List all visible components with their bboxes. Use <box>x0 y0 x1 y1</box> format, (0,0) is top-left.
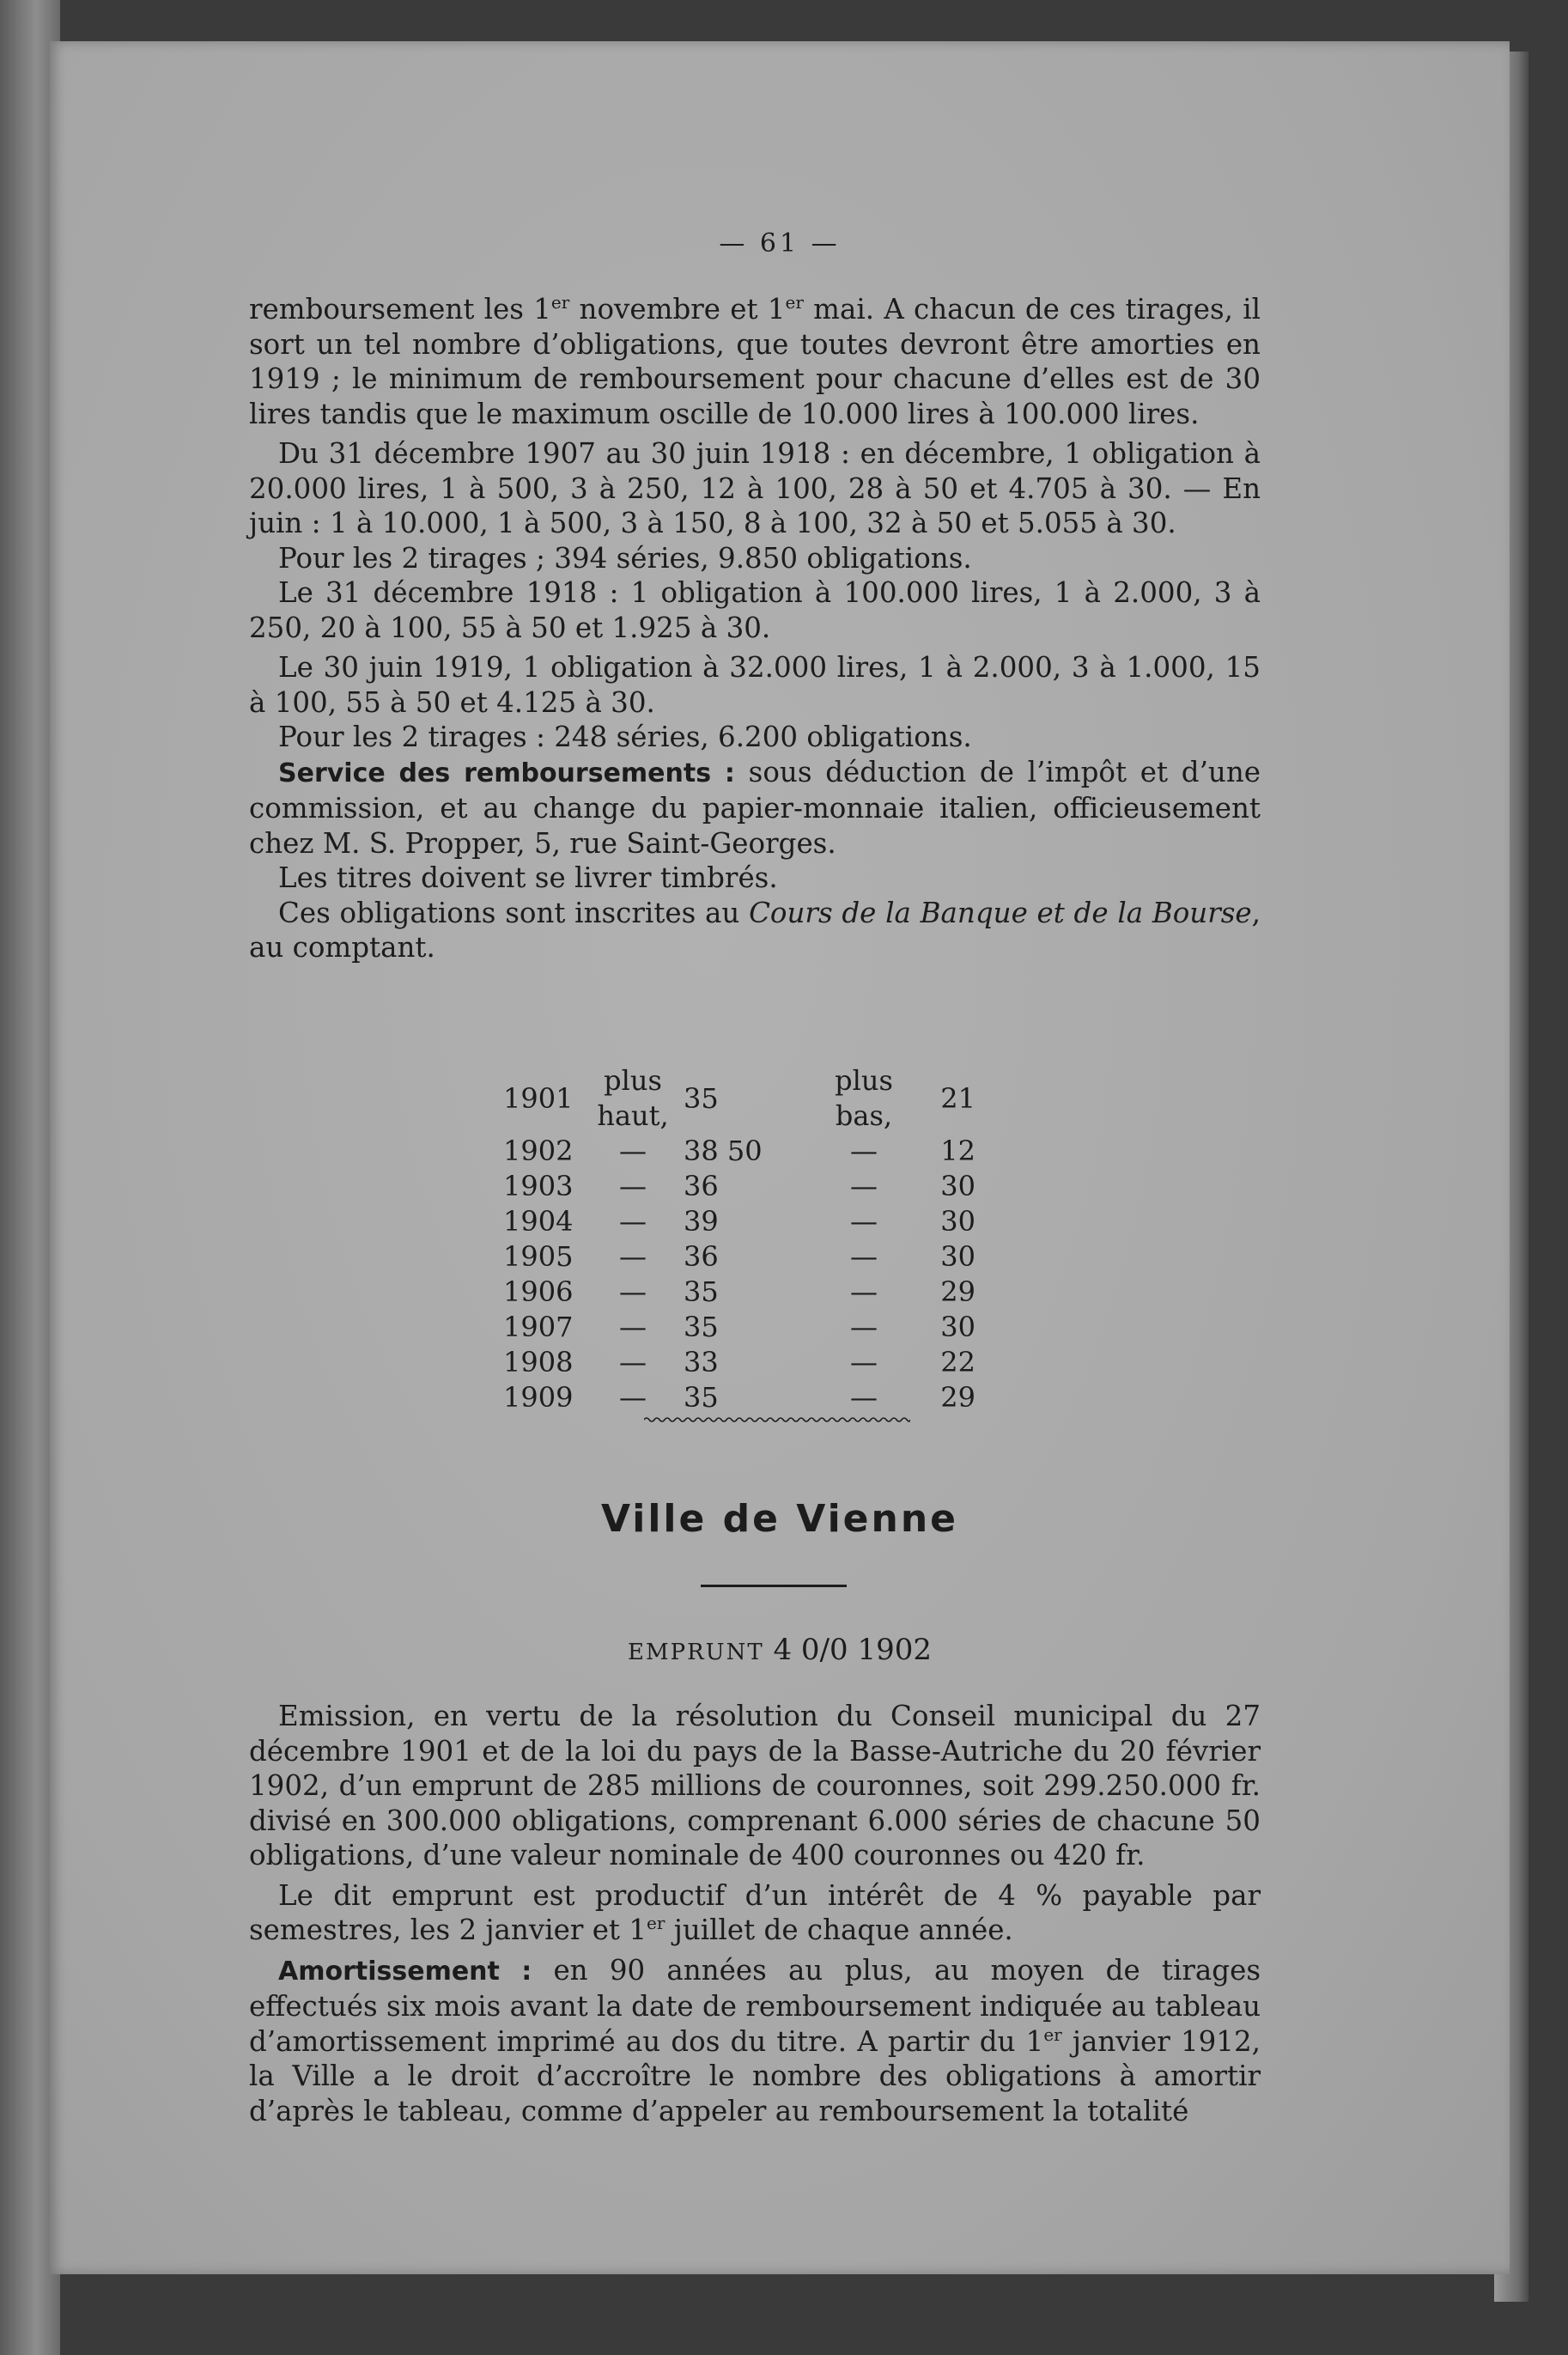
loan-subheading: EMPRUNT 4 0/0 1902 <box>628 1633 932 1667</box>
table-cell-high: 36 <box>684 1170 719 1202</box>
table-cell-low: 30 <box>940 1205 975 1238</box>
table-cell-dash1: — <box>619 1275 647 1308</box>
table-row <box>503 1275 975 1310</box>
table-cell-dash1: — <box>619 1240 647 1273</box>
table-cell-year: 1909 <box>503 1381 574 1414</box>
table-cell-high: 39 <box>684 1205 719 1238</box>
table-row <box>503 1134 975 1169</box>
table-row <box>503 1380 975 1415</box>
table-cell-year: 1902 <box>503 1135 574 1167</box>
table-cell-dash1: — <box>619 1346 647 1378</box>
paragraph: Amortissement : en 90 années au plus, au moyen de tirages effectués six mois avant la date de remboursement indiquée au tableau d’amortissement imprimé au dos du titre. A partir du 1er janvier 1912, la Ville a le droit d’accroître le nombre des obligations à amortir d’après le tableau, comme d’appeler au remboursement la totalité <box>249 1953 1261 2127</box>
table-row <box>503 1204 975 1239</box>
paragraph: Du 31 décembre 1907 au 30 juin 1918 : en décembre, 1 obligation à 20.000 lires, 1 à 500, 3 à 250, 12 à 100, 28 à 50 et 4.705 à 30. — En juin : 1 à 10.000, 1 à 500, 3 à 150, 8 à 100, 32 à 50 et 5.055 à 30. <box>249 437 1261 539</box>
table-cell-high: 38 50 <box>684 1135 763 1167</box>
table-cell-high: 35 <box>684 1275 719 1308</box>
table-cell-year: 1905 <box>503 1240 574 1273</box>
publication-title: Cours de la Banque et de la Bourse <box>749 896 1252 929</box>
paragraph: Pour les 2 tirages ; 394 séries, 9.850 obligations. <box>278 541 972 575</box>
table-cell-dash1: — <box>619 1381 647 1414</box>
table-cell-dash1: — <box>619 1311 647 1343</box>
quotation-note: Ces obligations sont inscrites au Cours de la Banque et de la Bourse, au comptant. <box>249 896 1261 964</box>
paragraph-body: sous déduction de l’impôt et d’une commission, et au change du papier-monnaie italien, officieusement chez M. S. Propper, 5, rue Saint-Georges. <box>249 755 1261 860</box>
table-row <box>503 1239 975 1275</box>
table-cell-dash2: — <box>850 1346 878 1378</box>
paragraph <box>249 755 1261 861</box>
table-cell-dash2: — <box>850 1135 878 1167</box>
table-cell-high: 36 <box>684 1240 719 1273</box>
paragraph: remboursement les 1er novembre et 1er mai. A chacun de ces tirages, il sort un tel nombre d’obligations, que toutes devront être amorties en 1919 ; le minimum de remboursement pour chacune d’elles est de 30 lires tandis que le maximum oscille de 10.000 lires à 100.000 lires. <box>249 292 1261 430</box>
table-cell-low: 30 <box>940 1311 975 1343</box>
paragraph: Le dit emprunt est productif d’un intérêt de 4 % payable par semestres, les 2 janvier et 1er juillet de chaque année. <box>249 1878 1261 1946</box>
price-history-table <box>503 1063 975 1415</box>
table-cell-dash2: — <box>850 1275 878 1308</box>
table-cell-low: 29 <box>940 1275 975 1308</box>
table-cell-high: 35 <box>684 1311 719 1343</box>
table-cell-dash2: — <box>850 1205 878 1238</box>
top-text-block <box>249 292 1261 965</box>
paragraph: Emission, en vertu de la résolution du Conseil municipal du 27 décembre 1901 et de la loi du pays de la Basse-Autriche du 20 février 1902, d’un emprunt de 285 millions de couronnes, soit 299.250.000 fr. divisé en 300.000 obligations, comprenant 6.000 séries de chacune 50 obligations, d’une valeur nominale de 400 couronnes ou 420 fr. <box>249 1700 1261 1871</box>
bottom-text-block <box>249 1699 1261 2128</box>
table-cell-year: 1908 <box>503 1346 574 1378</box>
table-cell-dash2: — <box>850 1240 878 1273</box>
table-cell-high: 33 <box>684 1346 719 1378</box>
table-cell-low: 22 <box>940 1346 975 1378</box>
table-cell-year: 1907 <box>503 1311 574 1343</box>
decorative-wavy-rule <box>644 1415 910 1424</box>
table-cell-low: 29 <box>940 1381 975 1414</box>
table-cell-year: 1906 <box>503 1275 574 1308</box>
book-page <box>50 41 1510 2274</box>
section-title: Ville de Vienne <box>600 1497 959 1541</box>
table-cell-dash1: — <box>619 1135 647 1167</box>
page-number: — 61 — <box>719 228 841 259</box>
paragraph: Le 30 juin 1919, 1 obligation à 32.000 lires, 1 à 2.000, 3 à 1.000, 15 à 100, 55 à 50 et 4.125 à 30. <box>249 651 1261 719</box>
table-cell-dash1: — <box>619 1170 647 1202</box>
paragraph: Le 31 décembre 1918 : 1 obligation à 100.000 lires, 1 à 2.000, 3 à 250, 20 à 100, 55 à 50 et 1.925 à 30. <box>249 576 1261 644</box>
table-row: 1901 plus haut, 35 plus bas, 21 <box>503 1064 975 1132</box>
table-cell-dash2: — <box>850 1311 878 1343</box>
table-cell-dash1: — <box>619 1205 647 1238</box>
paragraph: Pour les 2 tirages : 248 séries, 6.200 obligations. <box>278 721 972 753</box>
paragraph-lead: Service des remboursements : <box>278 758 735 788</box>
title-rule <box>701 1585 847 1587</box>
table-row <box>503 1345 975 1380</box>
table-cell-dash2: — <box>850 1381 878 1414</box>
table-cell-year: 1904 <box>503 1205 574 1238</box>
table-cell-high: 35 <box>684 1381 719 1414</box>
table-cell-low: 30 <box>940 1170 975 1202</box>
table-cell-low: 12 <box>940 1135 975 1167</box>
table-row <box>503 1169 975 1204</box>
table-cell-low: 30 <box>940 1240 975 1273</box>
paragraph-lead: Amortissement : <box>278 1956 532 1987</box>
table-row <box>503 1310 975 1345</box>
table-cell-year: 1903 <box>503 1170 574 1202</box>
table-cell-dash2: — <box>850 1170 878 1202</box>
paragraph: Les titres doivent se livrer timbrés. <box>278 861 778 894</box>
